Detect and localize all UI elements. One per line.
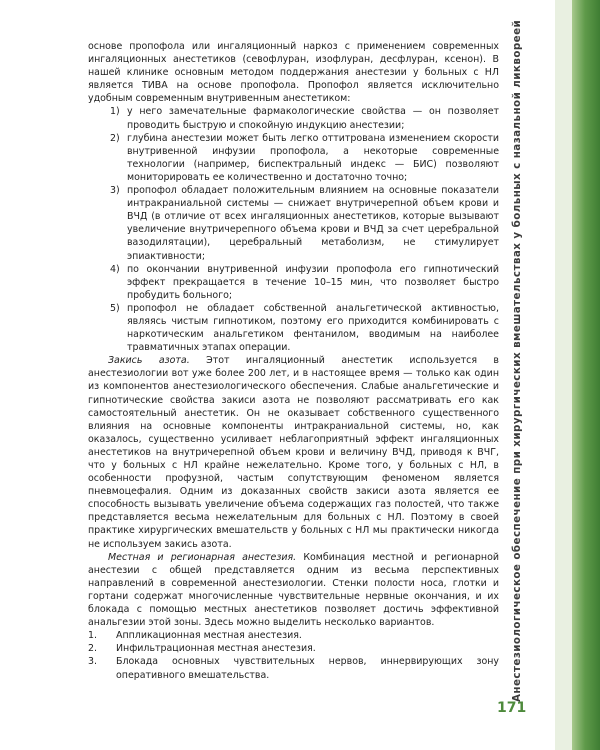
propofol-properties-list — [88, 105, 499, 354]
running-head-vertical: Анестезиологическое обеспечение при хирургических вмешательствах у больных с назальной ликвореей — [511, 19, 523, 702]
nitrous-oxide-title: Закись азота. — [108, 355, 190, 367]
list-item: 4) по окончании внутривенной инфузии пропофола его гипнотический эффект прекращается в течение 10–15 мин, что позволяет быстро пробудить больного; — [110, 263, 499, 301]
list-item: 3. Блокада основных чувствительных нервов, иннервирующих зону оперативного вмешательства. — [88, 656, 499, 681]
list-item: 3) пропофол обладает положительным влиянием на основные показатели интракраниальной системы — снижает внутричерепной объем крови и ВЧД (в отличие от всех ингаляционных анестетиков, которые вызывают увеличение внутричерепного объема крови и ВЧД за счет церебральной вазодилятации), церебральный метаболизм, не стимулирует эпиактивности; — [110, 185, 499, 262]
regional-anesthesia-title: Местная и регионарная анестезия. — [108, 551, 297, 563]
list-item: 2. Инфильтрационная местная анестезия. — [88, 643, 316, 655]
list-item: 1. Аппликационная местная анестезия. — [88, 630, 302, 642]
list-item: 5) пропофол не обладает собственной анальгетической активностью, являясь чистым гипнотиком, поэтому его приходится комбинировать с наркотическим анальгетиком фентанилом, вводимым на наиболее травматичных этапах операции. — [110, 302, 499, 354]
list-item: 2) глубина анестезии может быть легко оттитрована изменением скорости внутривенной инфузии пропофола, а некоторые современные технологии (например, биспектральный индекс — БИС) позволяют мониторировать ее количественно и достаточно точно; — [110, 132, 499, 183]
green-side-bar — [555, 0, 600, 750]
nitrous-oxide-paragraph: Закись азота. Этот ингаляционный анестетик используется в анестезиологии вот уже более 200 лет, и в настоящее время — только как один из компонентов анестезиологического обеспечения. Слабые анальгетические и гипнотические свойства закиси азота не позволяют рассматривать его как самостоятельный анестетик. Он не оказывает собственного существенного влияния на основные компоненты интракраниальной системы, но, как оказалось, существенно усиливает неблагоприятный эффект ингаляционных анестетиков на внутричерепной объем крови и величину ВЧД, приводя к ВЧГ, что у больных с НЛ крайне нежелательно. Кроме того, у больных с НЛ, в особенности профузной, частым сопутствующим феноменом является пневмоцефалия. Одним из доказанных свойств закиси азота является ее способность вызывать увеличение объема содержащих газ полостей, что также представляется весьма нежелательным для больных с НЛ. Поэтому в своей практике хирургических вмешательств у больных с НЛ мы практически никогда не используем закись азота. — [88, 355, 499, 550]
list-item: 1) у него замечательные фармакологические свойства — он позволяет проводить быструю и спокойную индукцию анестезии; — [110, 106, 499, 131]
page-body — [88, 40, 499, 682]
anesthesia-variants-list — [88, 629, 499, 681]
intro-paragraph: основе пропофола или ингаляционный наркоз с применением современных ингаляционных анестетиков (севофлуран, изофлуран, десфлуран, ксенон). В нашей клинике основным методом поддержания анестезии у больных с НЛ является ТИВА на основе пропофола. Пропофол является исключительно удобным современным внутривенным анестетиком: — [88, 41, 499, 105]
page-number: 171 — [497, 700, 527, 716]
regional-anesthesia-paragraph: Местная и регионарная анестезия. Комбинация местной и регионарной анестезии с общей представляется одним из весьма перспективных направлений в современной анестезиологии. Стенки полости носа, глотки и гортани содержат многочисленные чувствительные нервные окончания, и их блокада с помощью местных анестетиков позволяет достичь эффективной анальгезии этой зоны. Здесь можно выделить несколько вариантов. — [88, 551, 500, 629]
